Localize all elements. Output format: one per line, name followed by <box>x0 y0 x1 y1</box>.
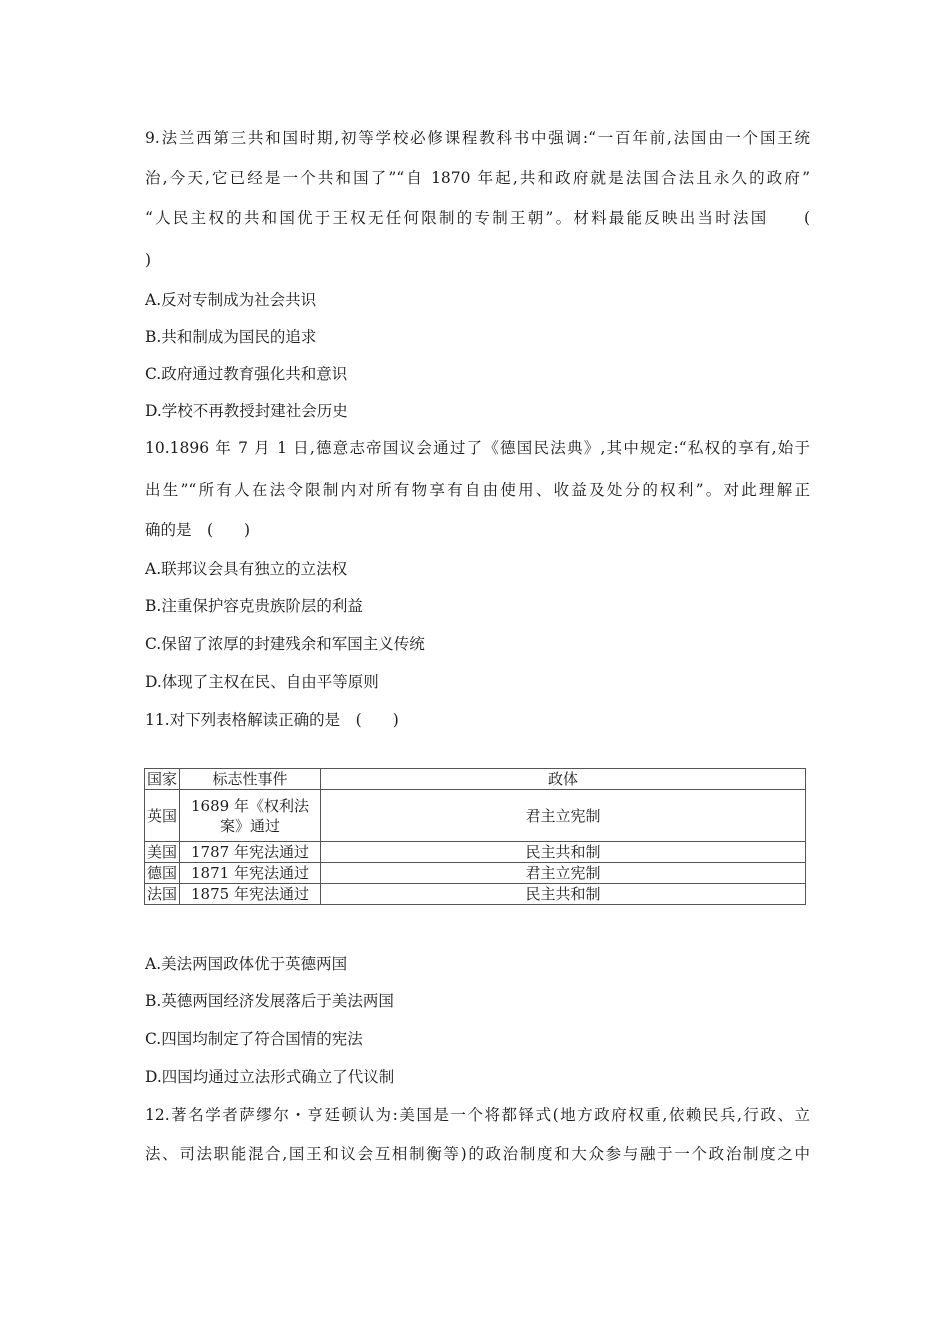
q9-option-d: D.学校不再教授封建社会历史 <box>145 402 348 420</box>
q12-stem-line-2: 法、司法职能混合,国王和议会互相制衡等)的政治制度和大众参与融于一个政治制度之中 <box>145 1145 810 1163</box>
table-header-cell: 国家 <box>145 769 180 790</box>
q10-option-b: B.注重保护容克贵族阶层的利益 <box>145 597 363 615</box>
q11-option-c: C.四国均制定了符合国情的宪法 <box>145 1030 363 1048</box>
q9-stem-line-4: ) <box>145 251 152 269</box>
table-cell: 君主立宪制 <box>321 790 806 842</box>
q11-option-b: B.英德两国经济发展落后于美法两国 <box>145 992 394 1010</box>
q12-stem-line-1: 12.著名学者萨缪尔・亨廷顿认为:美国是一个将都铎式(地方政府权重,依赖民兵,行政、立 <box>145 1106 810 1124</box>
q9-stem-line-3: “人民主权的共和国优于王权无任何限制的专制王朝”。材料最能反映出当时法国 ( <box>145 209 810 227</box>
table-cell: 德国 <box>145 863 180 884</box>
table-row <box>145 842 806 863</box>
table-cell: 民主共和制 <box>321 842 806 863</box>
table-row <box>145 790 806 842</box>
q10-option-a: A.联邦议会具有独立的立法权 <box>145 560 348 578</box>
q11-stem: 11.对下列表格解读正确的是 ( ) <box>145 711 399 729</box>
q10-option-c: C.保留了浓厚的封建残余和军国主义传统 <box>145 635 425 653</box>
q10-option-d: D.体现了主权在民、自由平等原则 <box>145 673 379 691</box>
q11-table <box>144 768 806 905</box>
table-cell: 美国 <box>145 842 180 863</box>
q9-stem-line-1: 9.法兰西第三共和国时期,初等学校必修课程教科书中强调:“一百年前,法国由一个国王统 <box>145 129 810 147</box>
table-header-cell: 政体 <box>321 769 806 790</box>
table-cell: 1871 年宪法通过 <box>180 863 321 884</box>
table-row <box>145 863 806 884</box>
q10-stem-line-1: 10.1896 年 7 月 1 日,德意志帝国议会通过了《德国民法典》,其中规定:“私权的享有,始于 <box>145 439 810 457</box>
table-cell: 1689 年《权利法案》通过 <box>180 790 321 842</box>
q10-stem-line-3: 确的是 ( ) <box>145 521 251 539</box>
q9-option-b: B.共和制成为国民的追求 <box>145 328 317 346</box>
table-header-row <box>145 769 806 790</box>
table-cell: 民主共和制 <box>321 884 806 905</box>
q9-option-a: A.反对专制成为社会共识 <box>145 291 317 309</box>
table-header-cell: 标志性事件 <box>180 769 321 790</box>
q11-option-a: A.美法两国政体优于英德两国 <box>145 955 348 973</box>
table-cell: 君主立宪制 <box>321 863 806 884</box>
table-row <box>145 884 806 905</box>
table-cell: 1875 年宪法通过 <box>180 884 321 905</box>
table-cell: 英国 <box>145 790 180 842</box>
q11-option-d: D.四国均通过立法形式确立了代议制 <box>145 1068 395 1086</box>
table-cell: 法国 <box>145 884 180 905</box>
q9-stem-line-2: 治,今天,它已经是一个共和国了”“自 1870 年起,共和政府就是法国合法且永久的政府” <box>145 169 810 187</box>
table-cell: 1787 年宪法通过 <box>180 842 321 863</box>
q10-stem-line-2: 出生”“所有人在法令限制内对所有物享有自由使用、收益及处分的权利”。对此理解正 <box>145 481 810 499</box>
q9-option-c: C.政府通过教育强化共和意识 <box>145 365 348 383</box>
